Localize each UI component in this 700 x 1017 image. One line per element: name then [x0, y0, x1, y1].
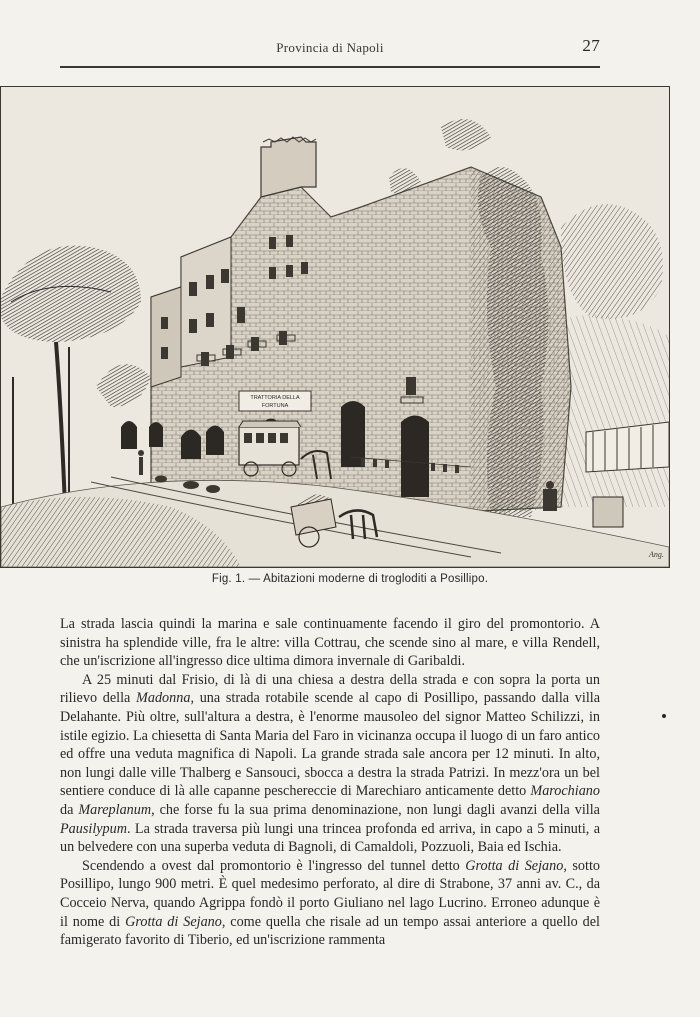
engraver-signature: Ang.	[649, 550, 664, 559]
paragraph-1: La strada lascia quindi la marina e sale continuamente facendo il giro del promontorio. A sinistra ha splendide ville, fra le altre: villa Cottrau, che scende sino al mare, e villa Rendell, che un'iscrizione all'ingresso dice ultima dimora invernale di Garibaldi.	[60, 616, 600, 670]
svg-text:FORTUNA: FORTUNA	[261, 403, 289, 409]
running-title: Provincia di Napoli	[276, 40, 384, 55]
paragraph-2: A 25 minuti dal Frisio, di là di una chiesa a destra della strada e con sopra la porta un rilievo della Madonna, una strada rotabile scende al capo di Posillipo, passando dalla villa Delahante. Più oltre, sull'altura a destra, è l'enorme mausoleo del signor Matteo Schilizzi, in istile egizio. La chiesetta di Santa Maria del Faro in vicinanza occupa il luogo di un faro antico ed offre una veduta magnifica di Napoli. La grande strada sale ancora per 12 minuti. In alto, non lungi dalle ville Thalberg e Sansouci, sbocca a destra la strada Patrizi. In mezz'ora un bel sentiere conduce di là alle capanne peschereccie di Marechiaro anticamente detto Marochiano da Mareplanum, che forse fu la sua prima denominazione, non lungi dagli avanzi della villa Pausilypum. La strada traversa più lungi una trincea profonda ed arriva, in capo a 5 minuti, a un belvedere con una superba veduta di Bagnoli, di Camaldoli, Pozzuoli, Baia ed Ischia.	[60, 671, 601, 856]
margin-mark	[662, 714, 666, 718]
body-text	[60, 615, 600, 950]
page-header	[60, 36, 600, 64]
engraving-figure	[0, 86, 670, 568]
trattoria-sign	[239, 391, 311, 411]
paragraph-3: Scendendo a ovest dal promontorio è l'ingresso del tunnel detto Grotta di Sejano, sotto Posillipo, lungo 900 metri. È quel medesimo perforato, al dire di Strabone, 37 anni av. C., da Cocceio Nerva, quando Agrippa fondò il porto Giuliano nel lago Lucrino. Erroneo adunque è il nome di Grotta di Sejano, come quella che risale ad un tempo assai anteriore a quello del famigerato favorito di Tiberio, ed un'iscrizione rammenta	[60, 857, 600, 949]
svg-text:TRATTORIA DELLA: TRATTORIA DELLA	[250, 395, 300, 401]
page-number: 27	[582, 36, 600, 55]
engraving-illustration	[1, 87, 669, 567]
figure-caption: Fig. 1. — Abitazioni moderne di trogloditi a Posillipo.	[211, 573, 489, 585]
header-rule	[60, 66, 600, 68]
